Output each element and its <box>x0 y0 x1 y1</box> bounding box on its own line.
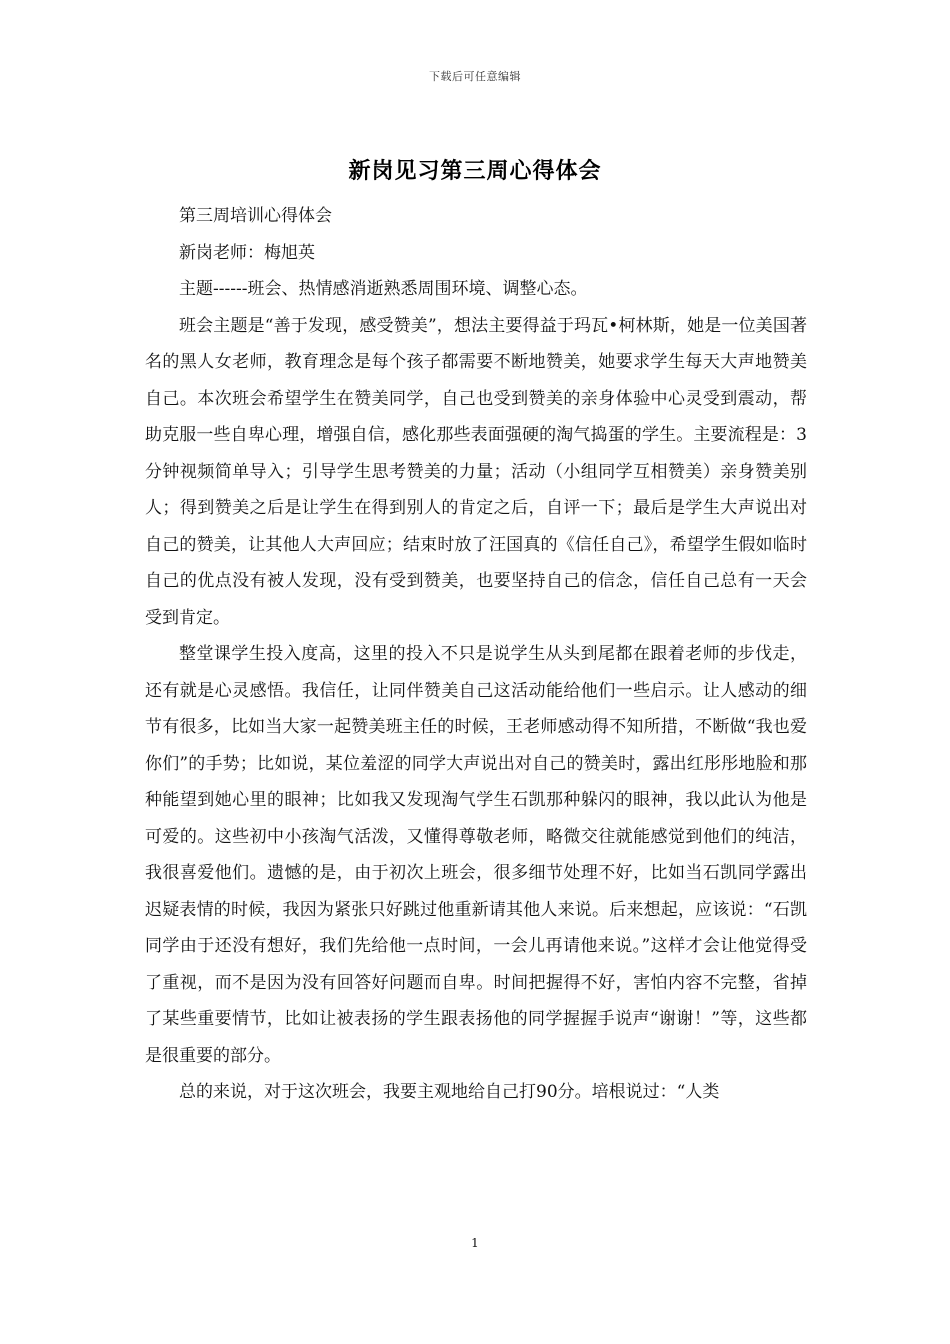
document-body <box>145 198 807 1111</box>
page-header-note: 下载后可任意编辑 <box>429 70 521 83</box>
body-paragraph: 总的来说，对于这次班会，我要主观地给自己打90分。培根说过：“人类 <box>179 1082 720 1102</box>
page-number: 1 <box>471 1236 479 1250</box>
body-paragraph: 班会主题是“善于发现，感受赞美”，想法主要得益于玛瓦•柯林斯，她是一位美国著名的黑人女老师，教育理念是每个孩子都需要不断地赞美，她要求学生每天大声地赞美自己。本次班会希望学生在赞美同学，自己也受到赞美的亲身体验中心灵受到震动，帮助克服一些自卑心理，增强自信，感化那些表面强硬的淘气捣蛋的学生。主要流程是：3分钟视频简单导入；引导学生思考赞美的力量；活动（小组同学互相赞美）亲身赞美别人；得到赞美之后是让学生在得到别人的肯定之后，自评一下；最后是学生大声说出对自己的赞美，让其他人大声回应；结束时放了汪国真的《信任自己》，希望学生假如临时自己的优点没有被人发现，没有受到赞美，也要坚持自己的信念，信任自己总有一天会受到肯定。 <box>145 315 807 628</box>
theme-line: 主题------班会、热情感消逝熟悉周围环境、调整心态。 <box>179 279 588 299</box>
document-title: 新岗见习第三周心得体会 <box>348 158 602 184</box>
body-paragraph: 整堂课学生投入度高，这里的投入不只是说学生从头到尾都在跟着老师的步伐走，还有就是心灵感悟。我信任，让同伴赞美自己这活动能给他们一些启示。让人感动的细节有很多，比如当大家一起赞美班主任的时候，王老师感动得不知所措，不断做“我也爱你们”的手势；比如说，某位羞涩的同学大声说出对自己的赞美时，露出红彤彤地脸和那种能望到她心里的眼神；比如我又发现淘气学生石凯那种躲闪的眼神，我以此认为他是可爱的。这些初中小孩淘气活泼，又懂得尊敬老师，略微交往就能感觉到他们的纯洁，我很喜爱他们。遗憾的是，由于初次上班会，很多细节处理不好，比如当石凯同学露出迟疑表情的时候，我因为紧张只好跳过他重新请其他人来说。后来想起，应该说：“石凯同学由于还没有想好，我们先给他一点时间，一会儿再请他来说。”这样才会让他觉得受了重视，而不是因为没有回答好问题而自卑。时间把握得不好，害怕内容不完整，省掉了某些重要情节，比如让被表扬的学生跟表扬他的同学握握手说声“谢谢！”等，这些都是很重要的部分。 <box>145 644 807 1066</box>
teacher-line: 新岗老师：梅旭英 <box>179 242 315 263</box>
subtitle-line: 第三周培训心得体会 <box>179 206 332 226</box>
